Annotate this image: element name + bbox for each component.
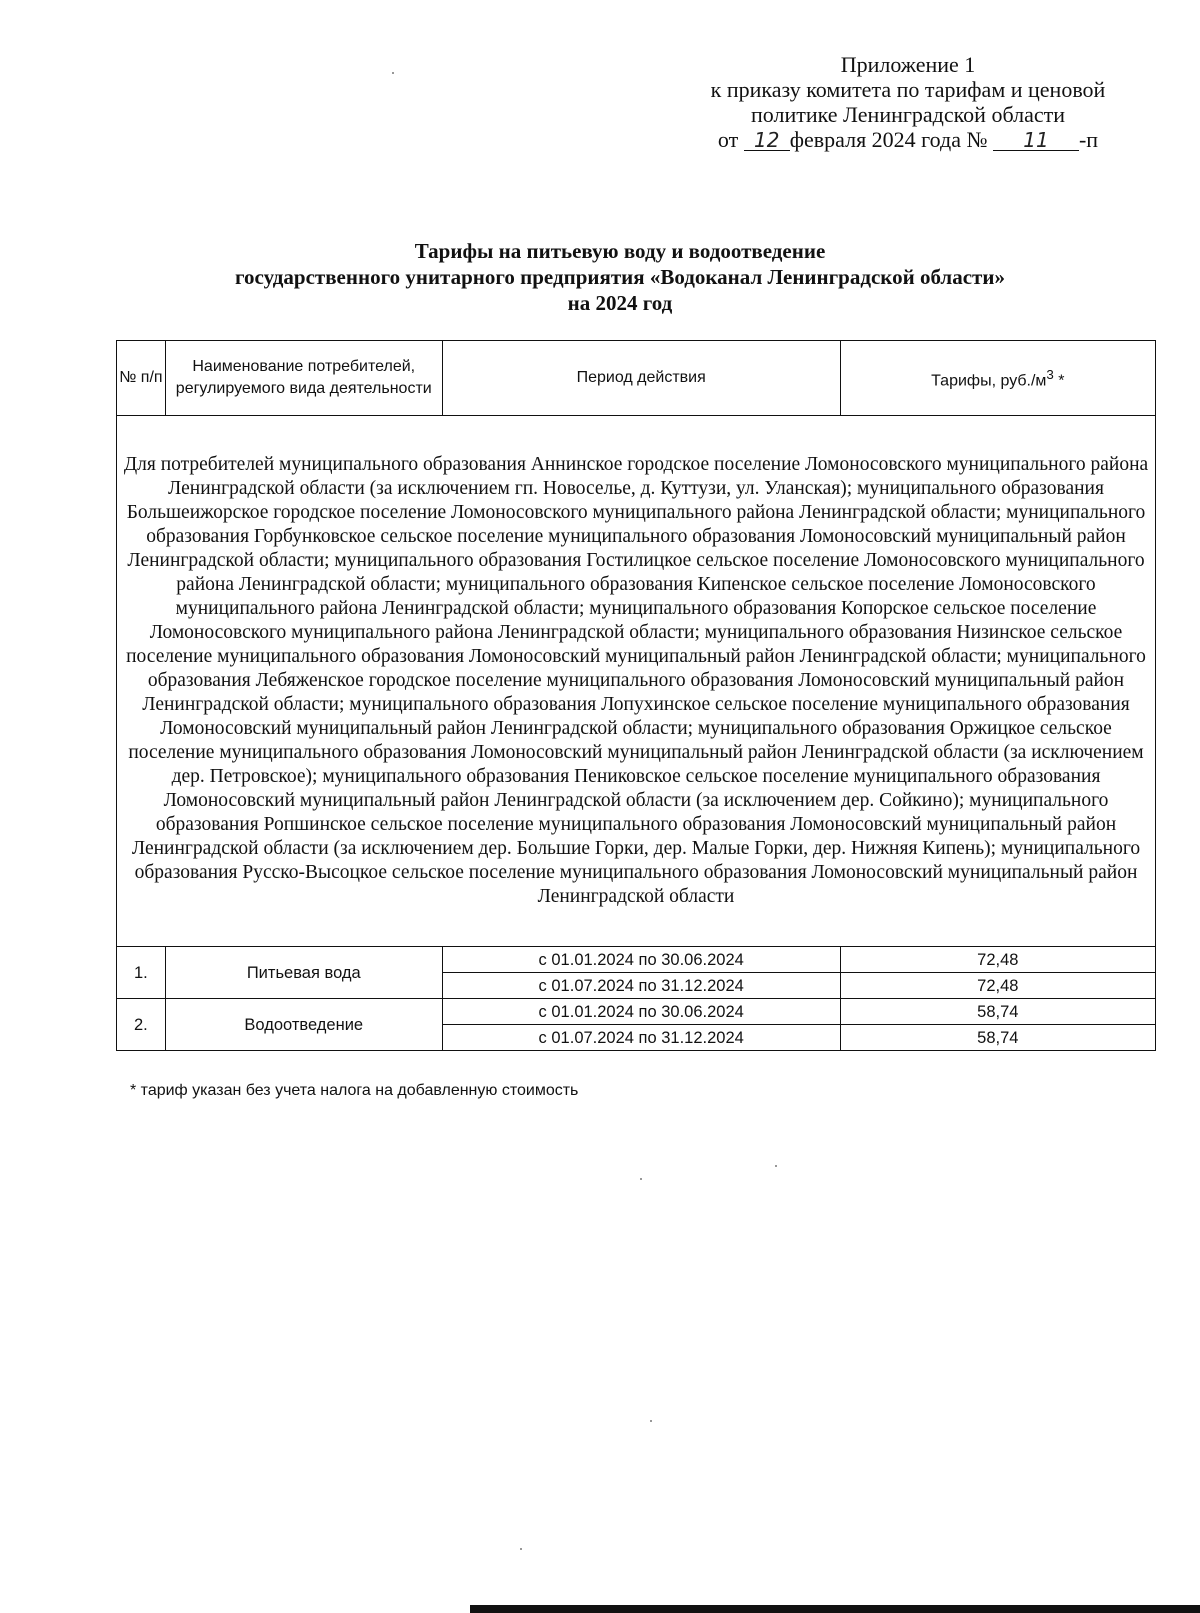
row-2-name: Водоотведение — [165, 999, 442, 1051]
scan-speck — [775, 1165, 777, 1167]
row-1-num: 1. — [117, 947, 166, 999]
header-tariff-star: * — [1053, 372, 1065, 390]
header-num: № п/п — [117, 341, 166, 416]
row-1-tariff-1: 72,48 — [840, 947, 1155, 973]
scan-speck — [640, 1178, 642, 1180]
scan-edge-bar — [470, 1605, 1200, 1613]
scan-speck — [650, 1420, 652, 1422]
vat-footnote: * тариф указан без учета налога на добавленную стоимость — [130, 1082, 579, 1099]
scope-row — [117, 416, 1156, 947]
header-period: Период действия — [442, 341, 840, 416]
header-name: Наименование потребителей, регулируемого вида деятельности — [165, 341, 442, 416]
row-1-name: Питьевая вода — [165, 947, 442, 999]
order-number-suffix: -п — [1078, 127, 1099, 152]
header-tariff-sup: 3 — [1046, 366, 1054, 382]
header-tariff — [840, 341, 1155, 416]
row-1-tariff-2: 72,48 — [840, 973, 1155, 999]
appendix-title: Приложение 1 — [840, 52, 976, 77]
appendix-order-ref: к приказу комитета по тарифам и ценовой — [710, 77, 1106, 102]
appendix-committee: политике Ленинградской области — [750, 102, 1065, 127]
consumer-scope-text: Для потребителей муниципального образования Аннинское городское поселение Ломоносовского муниципального района Ленинградской области (за исключением гп. Новоселье, д. Куттузи, ул. Уланская); муниципального образования Большеижорское городское поселение Ломоносовского муниципального района Ленинградской области; муниципального образования Горбунковское сельское поселение муниципального образования Ломоносовский муниципальный район Ленинградской области; муниципального образования Гостилицкое сельское поселение Ломоносовского муниципального района Ленинградской области; муниципального образования Кипенское сельское поселение Ломоносовского муниципального района Ленинградской области; муниципального образования Копорское сельское поселение Ломоносовского муниципального района Ленинградской области; муниципального образования Низинское сельское поселение муниципального образования Ломоносовский муниципальный район Ленинградской области; муниципального образования Лебяженское городское поселение муниципального образования Ломоносовский муниципальный район Ленинградской области; муниципального образования Лопухинское сельское поселение муниципального образования Ломоносовский муниципальный район Ленинградской области; муниципального образования Оржицкое сельское поселение муниципального образования Ломоносовский муниципальный район Ленинградской области (за исключением дер. Петровское); муниципального образования Пениковское сельское поселение муниципального образования Ломоносовский муниципальный район Ленинградской области (за исключением дер. Сойкино); муниципального образования Ропшинское сельское поселение муниципального образования Ломоносовский муниципальный район Ленинградской области (за исключением дер. Большие Горки, дер. Малые Горки, дер. Нижняя Кипень); муниципального образования Русско-Высоцкое сельское поселение муниципального образования Ломоносовский муниципальный район Ленинградской области — [117, 416, 1156, 947]
handwritten-order-number: 11 — [993, 130, 1079, 151]
document-title — [120, 238, 1120, 316]
tariff-table — [116, 340, 1156, 1051]
date-prefix: от — [717, 127, 739, 152]
row-2-num: 2. — [117, 999, 166, 1051]
header-tariff-label: Тарифы, руб./м — [931, 372, 1047, 390]
table-row — [117, 947, 1156, 973]
appendix-date-line — [678, 127, 1138, 152]
row-2-tariff-1: 58,74 — [840, 999, 1155, 1025]
appendix-header — [678, 52, 1138, 152]
table-header-row — [117, 341, 1156, 416]
table-row — [117, 999, 1156, 1025]
scan-speck — [520, 1548, 522, 1550]
handwritten-day: 12 — [744, 130, 790, 151]
date-middle: февраля 2024 года № — [789, 127, 988, 152]
row-2-tariff-2: 58,74 — [840, 1025, 1155, 1051]
row-1-period-2: с 01.07.2024 по 31.12.2024 — [442, 973, 840, 999]
title-line-2: государственного унитарного предприятия «Водоканал Ленинградской области» — [235, 265, 1005, 289]
title-line-1: Тарифы на питьевую воду и водоотведение — [414, 239, 826, 263]
row-1-period-1: с 01.01.2024 по 30.06.2024 — [442, 947, 840, 973]
row-2-period-1: с 01.01.2024 по 30.06.2024 — [442, 999, 840, 1025]
scan-speck — [392, 72, 394, 74]
row-2-period-2: с 01.07.2024 по 31.12.2024 — [442, 1025, 840, 1051]
title-line-3: на 2024 год — [567, 291, 673, 315]
